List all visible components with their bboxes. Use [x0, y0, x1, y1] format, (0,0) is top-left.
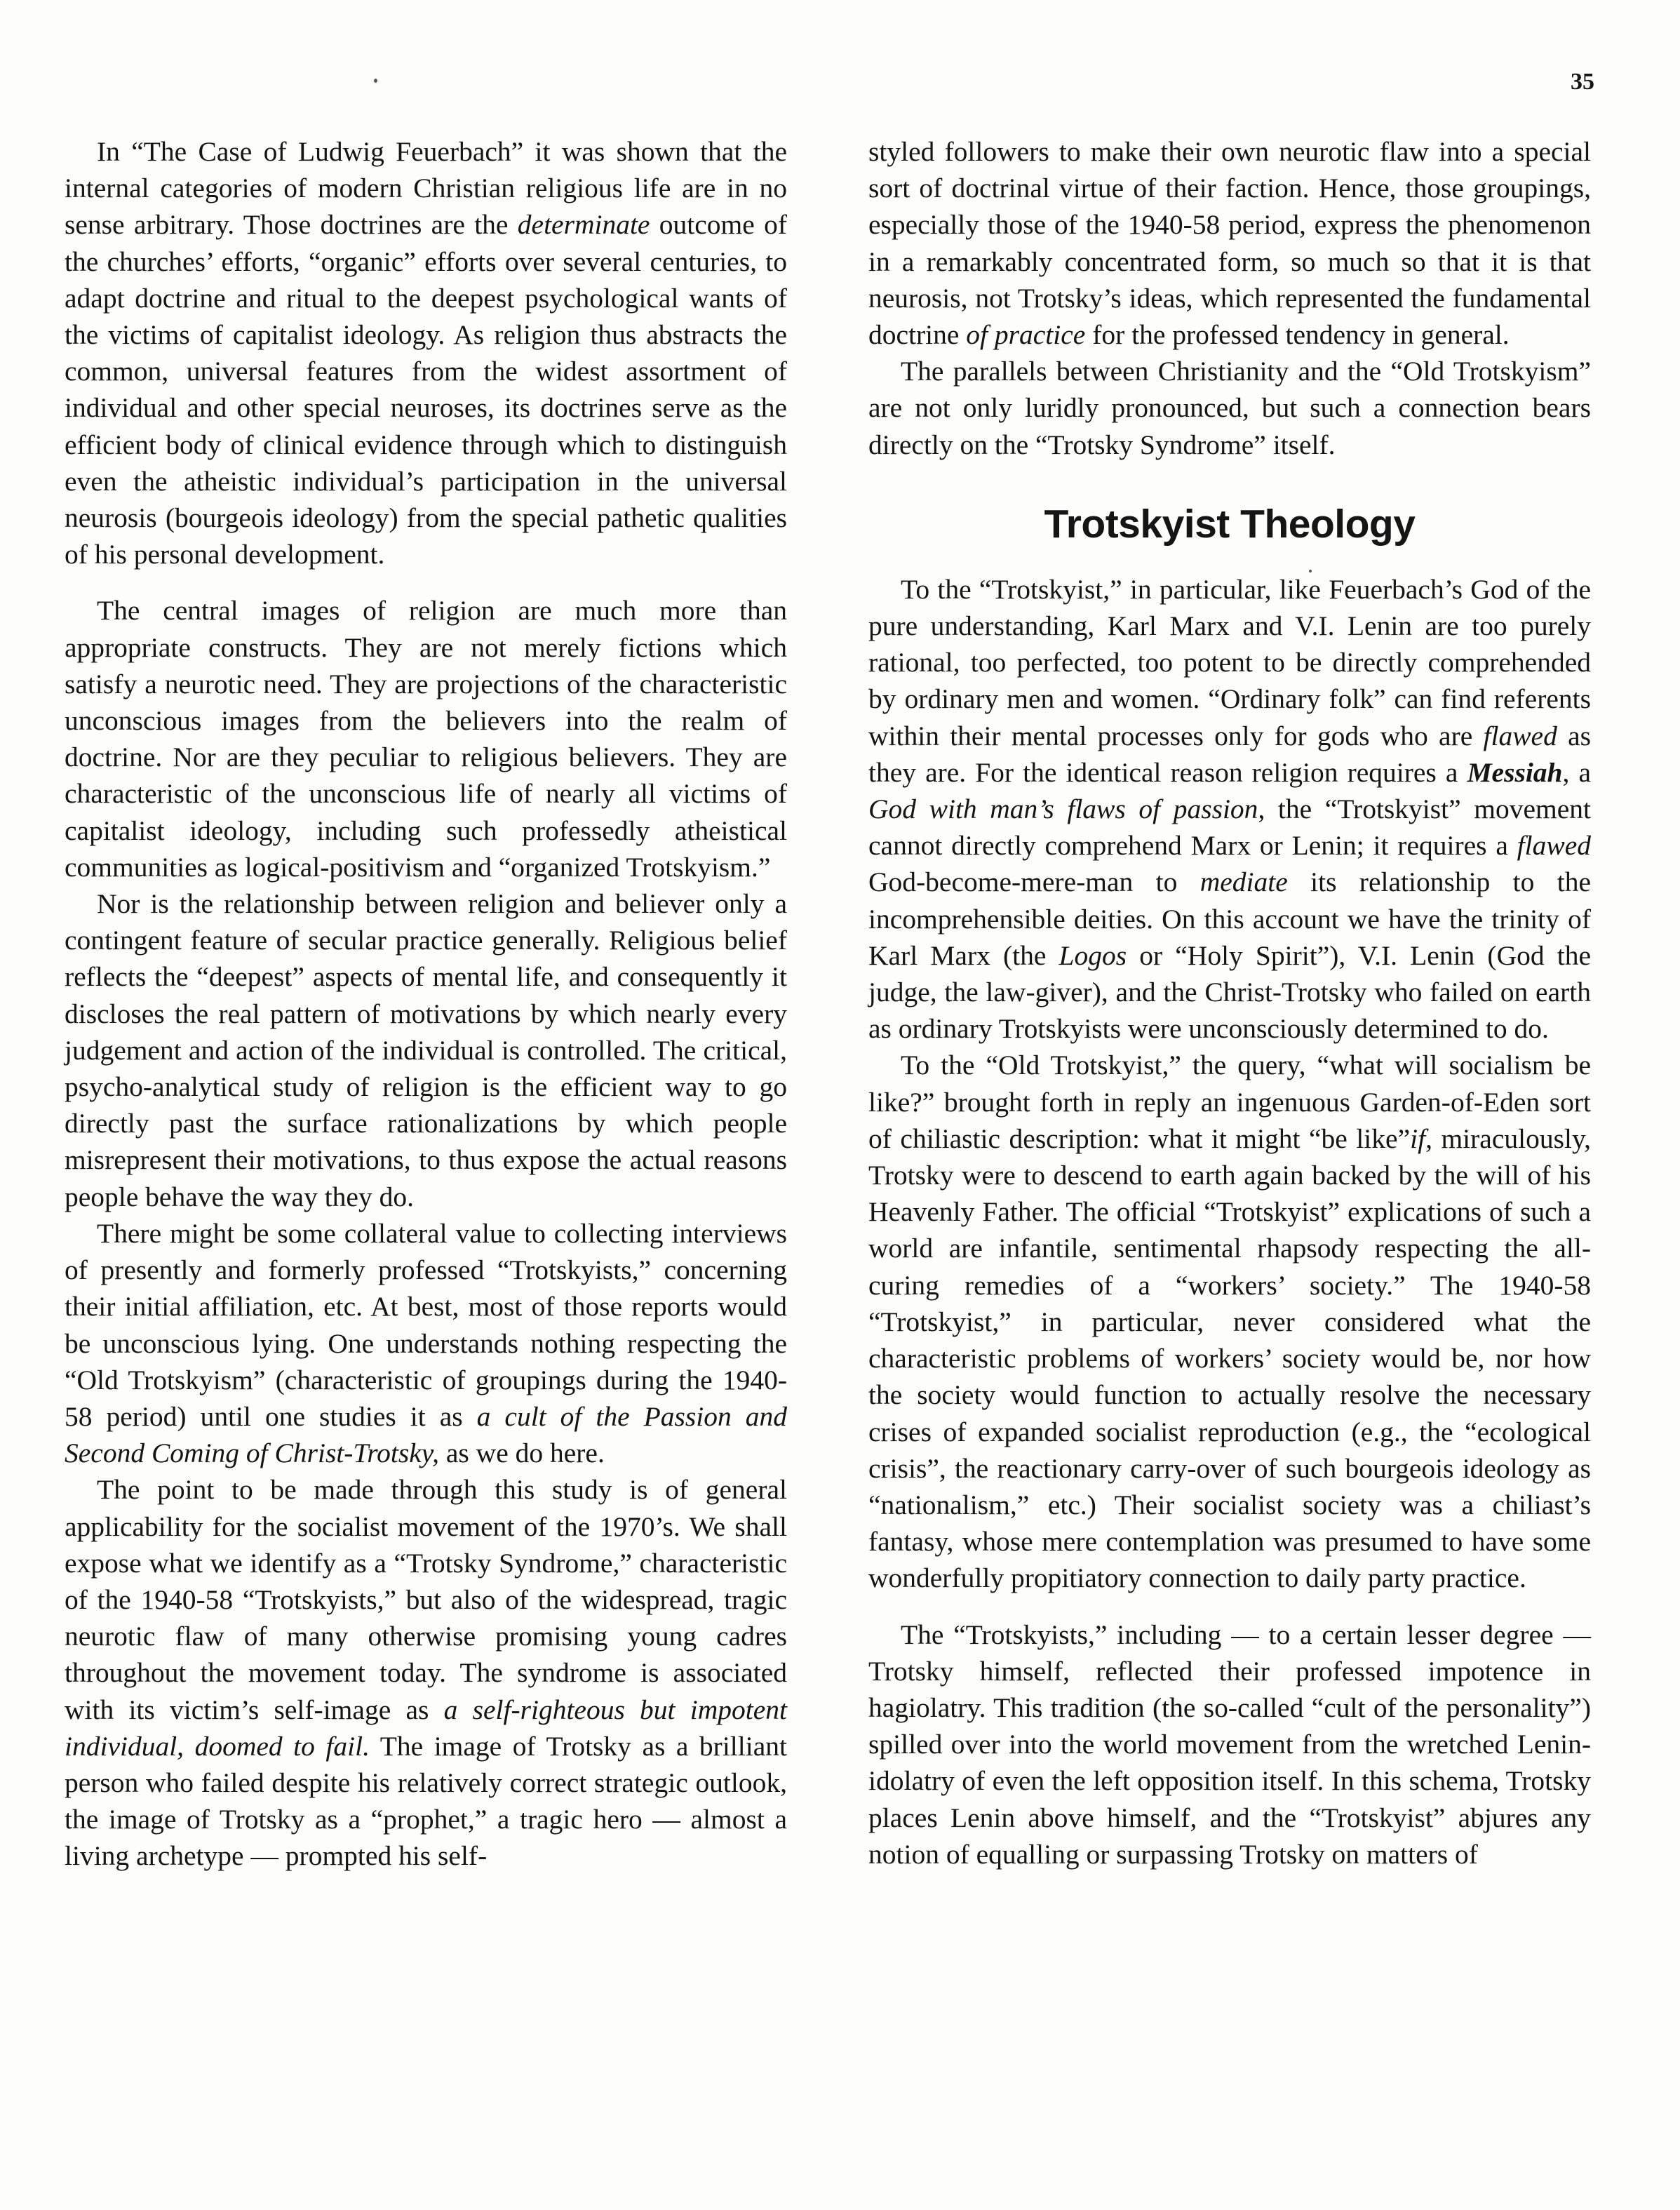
paragraph: To the “Old Trotskyist,” the query, “what will socialism be like?” brought forth in reply an ingenuous Garden-of-Eden sort of chiliastic description: what it might “be like”if, miraculously, Trotsky were to descend to earth again backed by the will of his Heavenly Father. The official “Trotskyist” explications of such a world are infantile, sentimental rhapsody respecting the all-curing remedies of a “workers’ society.” The 1940-58 “Trotskyist,” in particular, never considered what the characteristic problems of workers’ society would be, nor how the society would function to actually resolve the necessary crises of expanded socialist reproduction (e.g., the “ecological crisis”, the reactionary carry-over of such bourgeois ideology as “nationalism,” etc.) Their socialist society was a chiliast’s fantasy, whose mere contemplation was presumed to have some wonderfully propitiatory connection to daily party practice.: [868, 1050, 1592, 1594]
right-column: [868, 133, 1591, 1873]
paragraph: In “The Case of Ludwig Feuerbach” it was shown that the internal categories of modern Christian religious life are in no sense arbitrary. Those doctrines are the determinate outcome of the churches’ efforts, “organic” efforts over several centuries, to adapt doctrine and ritual to the deepest psychological wants of the victims of capitalist ideology. As religion thus abstracts the common, universal features from the widest assortment of individual and other special neuroses, its doctrines serve as the efficient body of clinical evidence through which to distinguish even the atheistic individual’s participation in the universal neurosis (bourgeois ideology) from the special pathetic qualities of his personal development.: [65, 136, 787, 570]
scan-speck: [374, 79, 377, 83]
section-heading: Trotskyist Theology: [1044, 501, 1416, 547]
emphasis: flawed: [1517, 830, 1591, 862]
paragraph: The point to be made through this study is of general applicability for the socialist movement of the 1970’s. We shall expose what we identify as a “Trotsky Syndrome,” characteristic of the 1940-58 “Trotskyists,” but also of the widespread, tragic neurotic flaw of many otherwise promising young cadres throughout the movement today. The syndrome is associated with its victim’s self-image as a self-righteous but impotent individual, doomed to fail. The image of Trotsky as a brilliant person who failed despite his relatively correct strategic outlook, the image of Trotsky as a “prophet,” a tragic hero — almost a living archetype — prompted his self-: [65, 1474, 787, 1872]
paragraph: Nor is the relationship between religion and believer only a contingent feature of secular practice generally. Religious belief reflects the “deepest” aspects of mental life, and consequently it discloses the real pattern of motivations by which nearly every judgement and action of the individual is controlled. The critical, psycho-analytical study of religion is the efficient way to go directly past the surface rationalizations by which people misrepresent their motivations, to thus expose the actual reasons people behave the way they do.: [65, 888, 787, 1212]
emphasis: flawed: [1483, 720, 1557, 751]
emphasis: a cult of the Passion and Second Coming of Christ-Trotsky,: [65, 1400, 787, 1469]
emphasis: determinate: [517, 209, 650, 241]
paragraph: The parallels between Christianity and the “Old Trotskyism” are not only luridly pronounced, but such a connection bears directly on the “Trotsky Syndrome” itself.: [868, 356, 1591, 460]
emphasis: if: [1410, 1123, 1426, 1154]
page-number: 35: [1571, 69, 1594, 95]
paragraph: styled followers to make their own neurotic flaw into a special sort of doctrinal virtue of their faction. Hence, those groupings, especially those of the 1940-58 period, express the phenomenon in a remarkably concentrated form, so much so that it is that neurosis, not Trotsky’s ideas, which represented the fundamental doctrine of practice for the professed tendency in general.: [868, 136, 1591, 351]
paragraph: There might be some collateral value to collecting interviews of presently and formerly professed “Trotskyists,” concerning their initial affiliation, etc. At best, most of those reports would be unconscious lying. One understands nothing respecting the “Old Trotskyism” (characteristic of groupings during the 1940-58 period) until one studies it as a cult of the Passion and Second Coming of Christ-Trotsky, as we do here.: [65, 1217, 787, 1469]
emphasis: God with man’s flaws of passion: [868, 793, 1258, 825]
paragraph: The central images of religion are much more than appropriate constructs. They are not merely fictions which satisfy a neurotic need. They are projections of the characteristic unconscious images from the believers into the realm of doctrine. Nor are they peculiar to religious believers. They are characteristic of the unconscious life of nearly all victims of capitalist ideology, including such professedly atheistical communities as logical-positivism and “organized Trotskyism.”: [65, 595, 787, 883]
left-column: [65, 133, 787, 1875]
emphasis: Messiah: [1467, 756, 1563, 788]
paragraph: The “Trotskyists,” including — to a certain lesser degree — Trotsky himself, reflected their professed impotence in hagiolatry. This tradition (the so-called “cult of the personality”) spilled over into the world movement from the wretched Lenin-idolatry of even the left opposition itself. In this schema, Trotsky places Lenin above himself, and the “Trotskyist” abjures any notion of equalling or surpassing Trotsky on matters of: [868, 1619, 1591, 1870]
paragraph: To the “Trotskyist,” in particular, like Feuerbach’s God of the pure understanding, Karl Marx and V.I. Lenin are too purely rational, too perfected, too potent to be directly comprehended by ordinary men and women. “Ordinary folk” can find referents within their mental processes only for gods who are flawed as they are. For the identical reason religion requires a Messiah, a God with man’s flaws of passion, the “Trotskyist” movement cannot directly comprehend Marx or Lenin; it requires a flawed God-become-mere-man to mediate its relationship to the incomprehensible deities. On this account we have the trinity of Karl Marx (the Logos or “Holy Spirit”), V.I. Lenin (God the judge, the law-giver), and the Christ-Trotsky who failed on earth as ordinary Trotskyists were unconsciously determined to do.: [868, 573, 1592, 1045]
emphasis: mediate: [1199, 866, 1288, 898]
emphasis: a self-righteous but impotent individual, doomed to fail.: [65, 1694, 787, 1762]
emphasis: of practice: [966, 319, 1086, 351]
emphasis: Logos: [1059, 939, 1127, 971]
